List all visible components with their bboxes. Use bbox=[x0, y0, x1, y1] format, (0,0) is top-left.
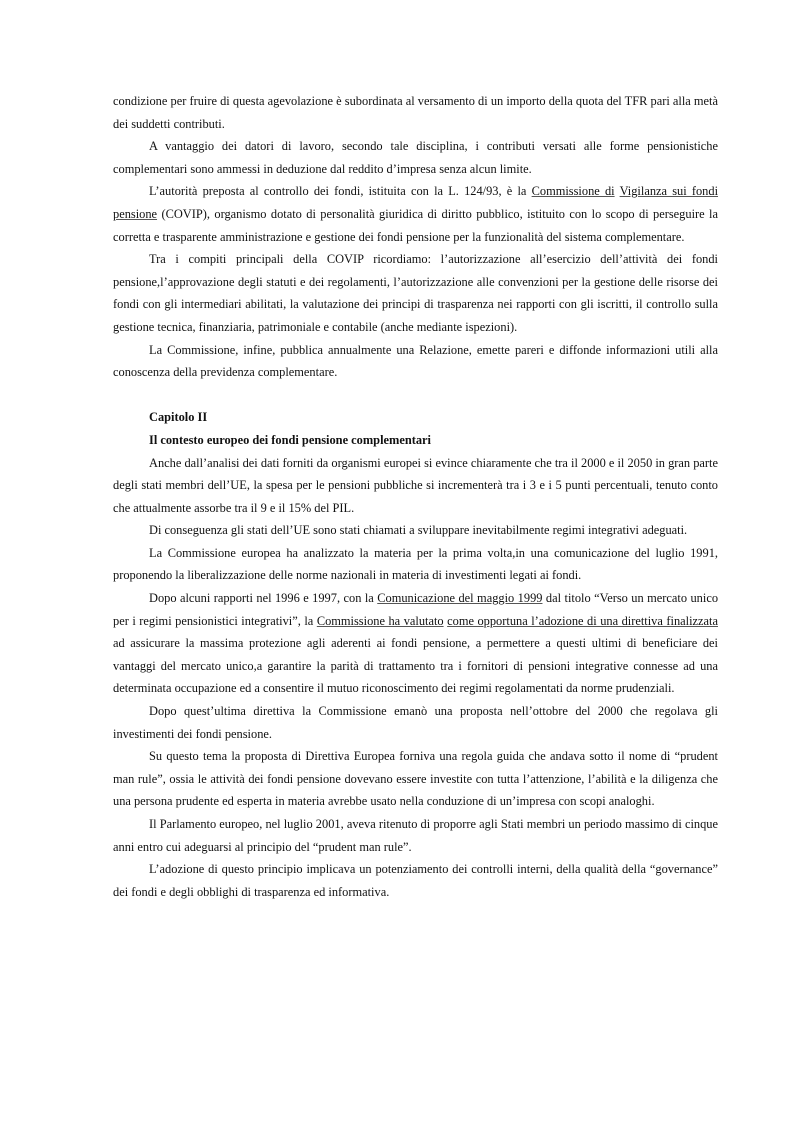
commissione-valutato-link[interactable]: Commissione ha valutato bbox=[316, 613, 444, 628]
paragraph-prudent-man-rule: Su questo tema la proposta di Direttiva Europea forniva una regola guida che andava sotto il nome di “prudent man rule”, ossia le attività dei fondi pensione dovevano essere investite con tutta l’attenzione, l’abilità e la diligenza che una persona prudente ed esperta in materia avrebbe usato nella conduzione di un’impresa con scopi analoghi. bbox=[113, 749, 718, 809]
paragraph-principle-adoption: L’adozione di questo principio implicava un potenziamento dei controlli interni, della qualità della “governance” dei fondi e degli obblighi di trasparenza ed informativa. bbox=[113, 862, 718, 899]
paragraph-parliament-2001: Il Parlamento europeo, nel luglio 2001, aveva ritenuto di proporre agli Stati membri un periodo massimo di cinque anni entro cui adeguarsi al principio del “prudent man rule”. bbox=[113, 817, 718, 854]
document-page bbox=[113, 90, 718, 903]
comm-text-d: ad assicurare la massima protezione agli aderenti ai fondi pensione, a permettere a questi ultimi di beneficiare dei vantaggi del mercato unico,a garantire la parità di trattamento tra i fornitori di pensioni integrative connesse ad una determinata occupazione ed a consentire il mutuo riconoscimento dei regimi regolamentati da norme prudenziali. bbox=[113, 636, 718, 696]
comunicazione-link[interactable]: Comunicazione del maggio 1999 bbox=[377, 591, 543, 606]
paragraph-eu-analysis: Anche dall’analisi dei dati forniti da organismi europei si evince chiaramente che tra il 2000 e il 2050 in gran parte degli stati membri dell’UE, la spesa per le pensioni pubbliche si incrementerà tra i 3 e i 5 punti percentuali, tenuto conto che attualmente assorbe tra il 9 e il 15% del PIL. bbox=[113, 455, 718, 515]
paragraph-commission-1991: La Commissione europea ha analizzato la materia per la prima volta,in una comunicazione del luglio 1991, proponendo la liberalizzazione delle norme nazionali in materia di investimenti legati ai fondi. bbox=[113, 545, 718, 583]
vigilanza-link[interactable]: Vigilanza sui fondi pensione bbox=[113, 184, 719, 221]
paragraph-commission-report: La Commissione, infine, pubblica annualmente una Relazione, emette pareri e diffonde informazioni utili alla conoscenza della previdenza complementare. bbox=[113, 342, 718, 380]
paragraph-covip-authority bbox=[113, 180, 718, 248]
paragraph-communication-1999 bbox=[113, 587, 718, 700]
paragraph-employer-advantage: A vantaggio dei datori di lavoro, secondo tale disciplina, i contributi versati alle forme pensionistiche complementari sono ammessi in deduzione dal reddito d’impresa senza alcun limite. bbox=[113, 139, 718, 176]
comm-text-b: dal titolo “Verso un mercato unico per i regimi pensionistici integrativi”, la bbox=[113, 591, 719, 628]
direttiva-link[interactable]: come opportuna l’adozione di una direttiva finalizzata bbox=[447, 613, 718, 628]
chapter-label: Capitolo II bbox=[149, 410, 208, 425]
section-spacer bbox=[113, 384, 718, 407]
comm-text-a: Dopo alcuni rapporti nel 1996 e 1997, con la bbox=[149, 591, 378, 606]
paragraph-tfr-condition: condizione per fruire di questa agevolazione è subordinata al versamento di un importo della quota del TFR pari alla metà dei suddetti contributi. bbox=[113, 94, 718, 131]
chapter-title: Il contesto europeo dei fondi pensione complementari bbox=[149, 432, 431, 447]
paragraph-covip-tasks: Tra i compiti principali della COVIP ricordiamo: l’autorizzazione all’esercizio dell’attività dei fondi pensione,l’approvazione degli statuti e dei regolamenti, l’autorizzazione alle convenzioni per la gestione delle risorse dei fondi con gli intermediari abilitati, la valutazione dei principi di trasparenza nei rapporti con gli iscritti, il controllo sulla gestione tecnica, finanziaria, patrimoniale e contabile (anche mediante ispezioni). bbox=[113, 252, 718, 334]
paragraph-eu-states: Di conseguenza gli stati dell’UE sono stati chiamati a sviluppare inevitabilmente regimi integrativi adeguati. bbox=[149, 523, 688, 538]
commissione-link[interactable]: Commissione di bbox=[531, 184, 615, 199]
covip-text-c: (COVIP), organismo dotato di personalità giuridica di diritto pubblico, istituito con lo scopo di perseguire la corretta e trasparente amministrazione e gestione dei fondi pensione per la funzionalità del sistema complementare. bbox=[113, 206, 718, 244]
covip-text-a: L’autorità preposta al controllo dei fondi, istituita con la L. 124/93, è la bbox=[149, 184, 532, 199]
paragraph-proposal-2000: Dopo quest’ultima direttiva la Commissione emanò una proposta nell’ottobre del 2000 che regolava gli investimenti dei fondi pensione. bbox=[113, 704, 718, 741]
